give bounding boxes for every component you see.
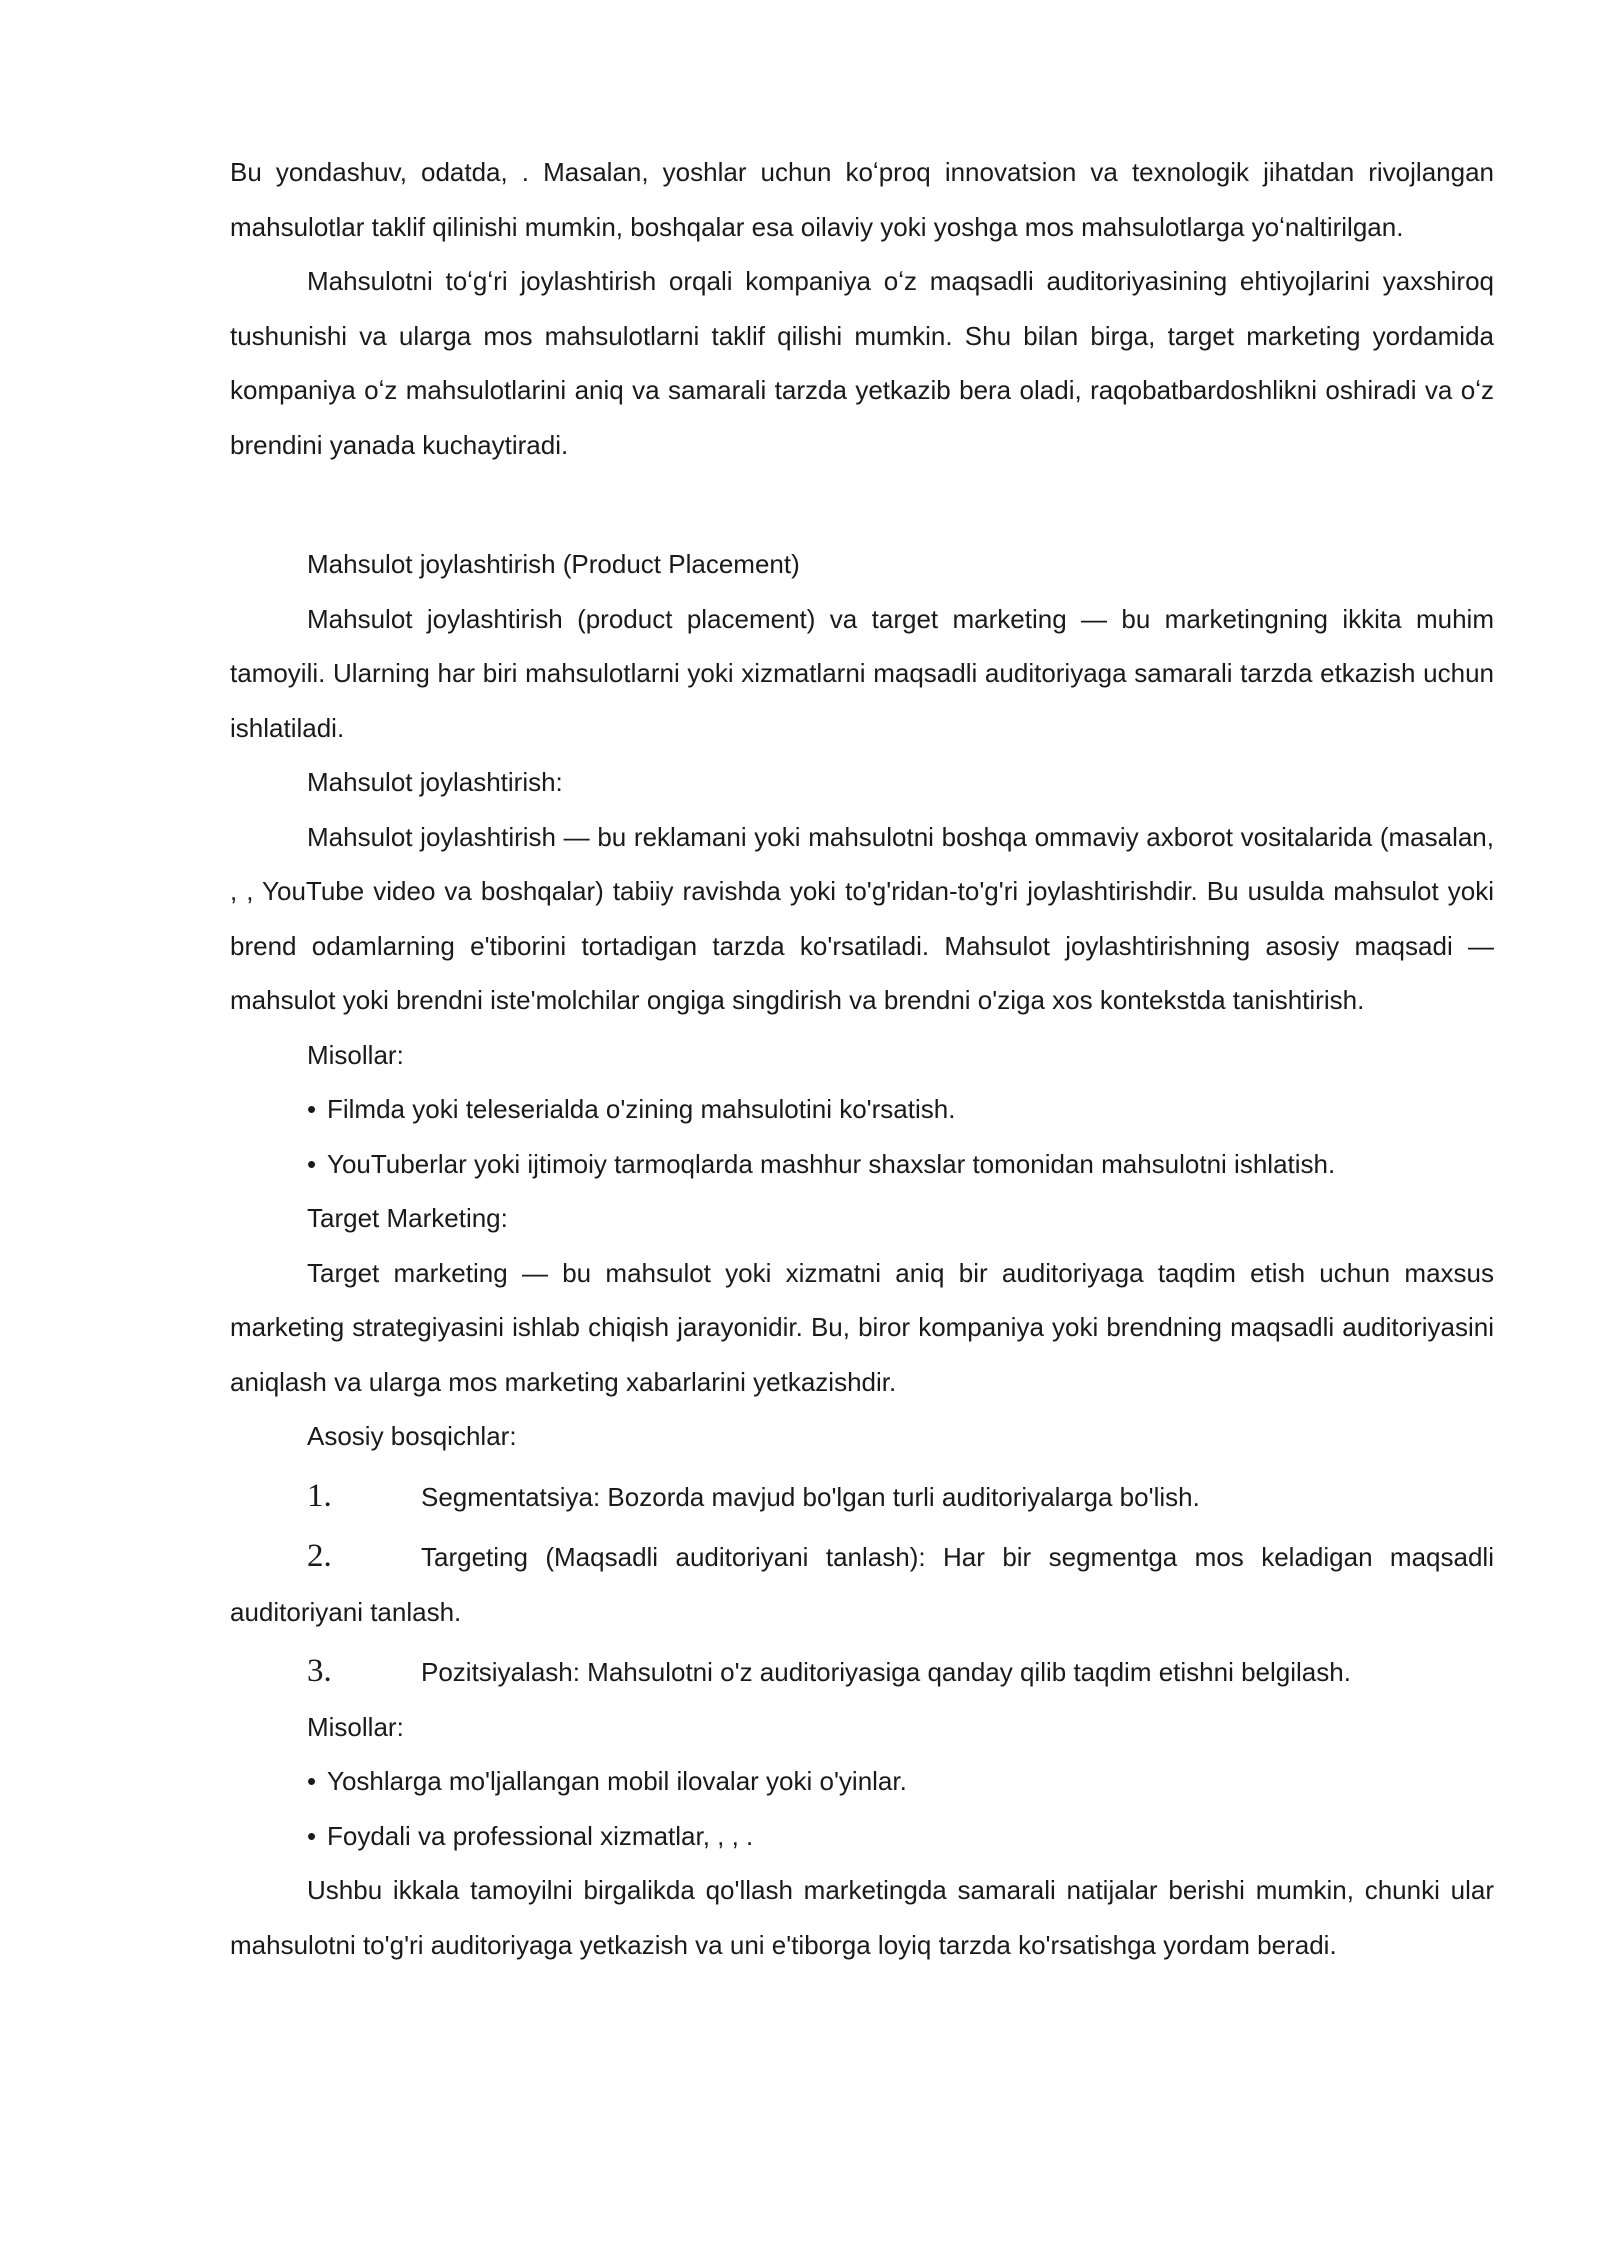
list-item-text: Yoshlarga mo'ljallangan mobil ilovalar yoki o'yinlar.	[327, 1766, 907, 1796]
paragraph-conclusion: Ushbu ikkala tamoyilni birgalikda qo'llash marketingda samarali natijalar berishi mumkin, chunki ular mahsulotni to'g'ri auditoriyaga yetkazish va uni e'tiborga loyiq tarzda ko'rsatishga yordam beradi.	[230, 1875, 1494, 1960]
list-item	[230, 1137, 1494, 1192]
list-item	[230, 1082, 1494, 1137]
bullet-icon: •	[307, 1820, 317, 1851]
numbered-item	[230, 1464, 1494, 1525]
section-heading-product-placement: Mahsulot joylashtirish (Product Placement)	[307, 549, 800, 579]
numbered-item	[230, 1639, 1494, 1700]
item-text: Segmentatsiya: Bozorda mavjud bo'lgan turli auditoriyalarga bo'lish.	[421, 1481, 1200, 1512]
paragraph-principles: Mahsulot joylashtirish (product placement) va target marketing — bu marketingning ikkita muhim tamoyili. Ularning har biri mahsulotlarni yoki xizmatlarni maqsadli auditoriyaga samarali tarzda etkazish uchun ishlatiladi.	[230, 603, 1494, 743]
label-target-marketing: Target Marketing:	[307, 1203, 508, 1233]
paragraph-intro: Bu yondashuv, odatda, . Masalan, yoshlar uchun koʻproq innovatsion va texnologik jihatdan rivojlangan mahsulotlar taklif qilinishi mumkin, boshqalar esa oilaviy yoki yoshga mos mahsulotlarga yoʻnaltirilgan.	[230, 157, 1494, 242]
label-main-steps: Asosiy bosqichlar:	[307, 1421, 517, 1451]
item-text: Targeting (Maqsadli auditoriyani tanlash): Har bir segmentga mos keladigan maqsadli auditoriyani tanlash.	[230, 1542, 1494, 1627]
paragraph-gap	[230, 472, 1494, 537]
list-item	[230, 1754, 1494, 1809]
list-item	[230, 1809, 1494, 1864]
label-examples-2: Misollar:	[307, 1711, 404, 1742]
item-number: 2.	[307, 1538, 332, 1574]
list-item-text: Foydali va professional xizmatlar, , , .	[327, 1820, 754, 1851]
list-item-text: Filmda yoki teleserialda o'zining mahsulotini ko'rsatish.	[327, 1094, 956, 1124]
paragraph-target-marketing-definition: Target marketing — bu mahsulot yoki xizmatni aniq bir auditoriyaga taqdim etish uchun maxsus marketing strategiyasini ishlab chiqish jarayonidir. Bu, biror kompaniya yoki brendning maqsadli auditoriyasini aniqlash va ularga mos marketing xabarlarini yetkazishdir.	[230, 1257, 1494, 1397]
item-number: 1.	[307, 1477, 332, 1514]
bullet-icon: •	[307, 1148, 317, 1179]
numbered-item	[230, 1524, 1494, 1639]
item-number: 3.	[307, 1653, 332, 1689]
document-page	[230, 145, 1494, 1972]
paragraph-product-placement-definition: Mahsulot joylashtirish — bu reklamani yoki mahsulotni boshqa ommaviy axborot vositalarida (masalan, , , YouTube video va boshqalar) tabiiy ravishda yoki to'g'ridan-to'g'ri joylashtirishdir. Bu usulda mahsulot yoki brend odamlarning e'tiborini tortadigan tarzda ko'rsatiladi. Mahsulot joylashtirishning asosiy maqsadi — mahsulot yoki brendni iste'molchilar ongiga singdirish va brendni o'ziga xos kontekstda tanishtirish.	[230, 821, 1494, 1015]
item-text: Pozitsiyalash: Mahsulotni o'z auditoriyasiga qanday qilib taqdim etishni belgilash.	[421, 1657, 1351, 1687]
bullet-icon: •	[307, 1766, 317, 1796]
label-product-placement: Mahsulot joylashtirish:	[307, 767, 563, 797]
bullet-icon: •	[307, 1094, 317, 1124]
list-item-text: YouTuberlar yoki ijtimoiy tarmoqlarda mashhur shaxslar tomonidan mahsulotni ishlatish.	[327, 1148, 1336, 1179]
label-examples-1: Misollar:	[307, 1039, 404, 1070]
paragraph-placement-benefits: Mahsulotni toʻgʻri joylashtirish orqali kompaniya oʻz maqsadli auditoriyasining ehtiyojlarini yaxshiroq tushunishi va ularga mos mahsulotlarni taklif qilishi mumkin. Shu bilan birga, target marketing yordamida kompaniya oʻz mahsulotlarini aniq va samarali tarzda yetkazib bera oladi, raqobatbardoshlikni oshiradi va oʻz brendini yanada kuchaytiradi.	[230, 266, 1494, 460]
